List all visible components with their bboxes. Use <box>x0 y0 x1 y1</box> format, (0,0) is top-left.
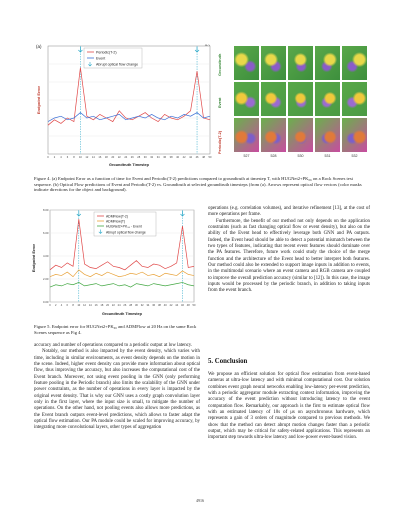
x-tick-label: 50 <box>208 156 212 159</box>
x-tick-label: 8 <box>72 304 74 307</box>
figure-4 <box>34 40 368 170</box>
x-tick-label: 50 <box>192 304 196 307</box>
x-tick-label: 6 <box>66 304 69 307</box>
right-paragraph-2: Furthermore, the benefit of our method not only depends on the application constraints (such as fast changing optical flow or event density), but also on the ability of the Event head to effectively leverage both GNN and PA outputs. Indeed, the Event head should be able to detect a potential mismatch between the two types of features, indicating that recent event features should dominate over the PA features. Therefore, future work could study the choice of the merge function and the architecture of the Event head to better interpret both features. Our method could also be extended to support image inputs in addition to events, in the multimodal scenario where an event camera and RGB camera are coupled to improve the overall prediction accuracy (similar to [12]). In this case, the image inputs would be processed by the periodic branch, in addition to taking inputs from the event branch. <box>208 218 370 294</box>
legend-abrupt: Abrupt optical flow change <box>96 62 139 67</box>
figure-5-xlabel: Groundtruth Timestep <box>101 312 143 316</box>
x-tick-label: 48 <box>186 304 190 307</box>
x-tick-label: 28 <box>137 156 141 159</box>
flow-image <box>342 118 367 152</box>
x-tick-label: 30 <box>134 304 138 307</box>
row-label-periodic: Periodic(T-2) <box>218 131 222 154</box>
x-tick-label: 16 <box>98 156 102 159</box>
flow-image <box>315 118 340 152</box>
x-tick-label: 34 <box>156 156 160 159</box>
x-tick-label: 32 <box>140 304 144 307</box>
x-tick-label: 46 <box>181 304 184 307</box>
figure-4b-grid <box>218 46 366 166</box>
figure-5-caption: Figure 5. Endpoint error for HUGNet2+PK₀₆ and ADMFlow at 20 Hz on the same Rock Scenes sequence as Fig 4. <box>34 324 197 335</box>
x-tick-label: 6 <box>66 156 69 159</box>
x-tick-label: 44 <box>175 304 179 307</box>
row-label-groundtruth: Groundtruth <box>218 53 222 76</box>
figure-5-chart <box>30 206 198 318</box>
x-tick-label: 0 <box>47 156 49 159</box>
flow-image <box>315 82 340 116</box>
flow-image <box>234 118 259 152</box>
x-tick-label: 26 <box>130 156 134 159</box>
flow-image <box>234 82 259 116</box>
y-tick-label: 6.00 <box>43 231 49 235</box>
x-tick-label: 12 <box>85 156 89 159</box>
x-tick-label: 10 <box>78 156 82 159</box>
figure-5-legend <box>94 212 156 236</box>
flow-column-label: 530 <box>297 154 304 158</box>
right-paragraph-1: operations (e.g. correlation volumes), and iterative refinement [13], at the cost of more operations per frame. <box>208 206 370 218</box>
x-tick-label: 20 <box>111 156 115 159</box>
x-tick-label: 0 <box>49 304 51 307</box>
legend5-abrupt: Abrupt optical flow change <box>106 230 146 235</box>
x-tick-label: 4 <box>60 304 63 307</box>
x-tick-label: 10 <box>77 304 81 307</box>
legend-event: Event <box>96 56 106 61</box>
flow-image <box>234 46 259 80</box>
flow-column-label: 528 <box>270 154 277 158</box>
x-tick-label: 42 <box>169 304 173 307</box>
x-tick-label: 18 <box>100 304 104 307</box>
legend5-adm-t: ADMFlow(T) <box>106 219 126 224</box>
x-tick-label: 4 <box>60 156 62 159</box>
x-tick-label: 42 <box>182 156 186 159</box>
x-tick-label: 34 <box>146 304 150 307</box>
x-tick-label: 2 <box>53 156 56 159</box>
x-tick-label: 46 <box>195 156 199 159</box>
flow-image <box>342 46 367 80</box>
x-tick-label: 18 <box>104 156 108 159</box>
x-tick-label: 48 <box>202 156 205 159</box>
y-tick-label: 2.00 <box>43 277 49 281</box>
legend-periodic: Periodic(T-2) <box>96 50 117 55</box>
page-number: 4916 <box>196 498 204 503</box>
x-tick-label: 30 <box>143 156 147 159</box>
y-tick-label: 0.00 <box>43 300 49 304</box>
x-tick-label: 2 <box>55 304 57 307</box>
flow-image <box>342 82 367 116</box>
x-tick-label: 22 <box>111 304 115 307</box>
x-tick-label: 24 <box>124 156 128 159</box>
x-tick-label: 44 <box>189 156 193 159</box>
legend5-adm-t2: ADMFlow(T-2) <box>106 214 128 219</box>
flow-image <box>261 46 286 80</box>
x-tick-label: 20 <box>106 304 110 307</box>
figure-4a-label: (a) <box>36 44 42 49</box>
x-tick-label: 32 <box>150 156 154 159</box>
figure-5-ylabel: Endpoint Error <box>31 243 36 273</box>
left-paragraph-2: Notably, our method is also impacted by the event density, which varies with time, including in similar environments, as event density depends on the motion in the scene. Indeed, higher event density can provide more information about optical flow, thus improving the accuracy, but also increases the computational cost of the Event branch. Moreover, not using event pooling in the GNN (only performing feature pooling in the Periodic branch) also limits the scalability of the GNN under power constraints, as the number of operations in every layer is impacted by the original event density. That is why our GNN uses a costly graph convolution layer only in the first layer, where the input size is small, to mitigate the number of operations. On the other hand, not pooling events also allows more predictions, as the Event branch outputs event-level predictions, which allows to faster adapt the optical flow estimation. Our PA module could be scaled for improving accuracy, by integrating more convolutional layers, other types of aggregation <box>34 349 200 431</box>
figure-4a-chart <box>34 40 216 168</box>
flow-image <box>261 82 286 116</box>
conclusion-heading: 5. Conclusion <box>208 358 248 365</box>
flow-image <box>288 82 313 116</box>
x-tick-label: 26 <box>123 304 127 307</box>
x-tick-label: 14 <box>88 304 92 307</box>
x-tick-label: 38 <box>157 304 161 307</box>
figure-4a-legend <box>84 48 142 68</box>
x-tick-label: 38 <box>169 156 173 159</box>
x-tick-label: 12 <box>83 304 87 307</box>
x-tick-label: 36 <box>152 304 156 307</box>
x-tick-label: 40 <box>163 304 167 307</box>
x-tick-label: 8 <box>73 156 75 159</box>
y-tick-label: 4.00 <box>43 254 49 258</box>
x-tick-label: 36 <box>163 156 167 159</box>
row-label-event: Event <box>218 97 222 108</box>
flow-column-label: 527 <box>243 154 250 158</box>
x-tick-label: 14 <box>91 156 95 159</box>
legend5-event: HUGNet2+PK₀₆ - Event <box>106 224 142 229</box>
flow-image <box>288 118 313 152</box>
figure-4-caption: Figure 4. (a) Endpoint Error as a function of time for Event and Periodic(T-2) predictions compared to groundtruth at timestep T, with HUGNet2+PK₀₆ on a Rock Scenes test sequence. (b) Optical Flow predictions of Event and Periodic(T-2) vs. Groundtruth at selected groundtruth timesteps (from (a). Arrows represent optical flow vectors (color masks indicate directions for the object and background). <box>34 176 362 193</box>
x-tick-label: 24 <box>117 304 121 307</box>
flow-image <box>315 46 340 80</box>
flow-image <box>288 46 313 80</box>
x-tick-label: 40 <box>176 156 180 159</box>
x-tick-label: 16 <box>94 304 98 307</box>
y-tick-label: 8.00 <box>43 208 49 212</box>
left-column-text <box>34 343 200 432</box>
flow-column-label: 532 <box>351 154 358 158</box>
conclusion-text: We propose an efficient solution for optical flow estimation from event-based cameras at ultra-low latency and with minimal computational cost. Our solution combines event graph neural networks enabling low-latency per-event prediction, with a periodic aggregator module extracting context information, improving the accuracy of the event prediction without introducing latency to the event computation flow. Remarkably, our approach is the first to estimate optical flow with an estimated latency of 10s of μs on asynchronous hardware, which represents a gain of 3 orders of magnitude compared to previous methods. We show that the method can detect abrupt motion changes faster than a periodic output, which may be critical for safety-related applications. This represents an important step towards ultra-low latency and low-power event-based vision. <box>208 372 370 441</box>
flow-image <box>261 118 286 152</box>
left-paragraph-1: accuracy and number of operations compared to a periodic output at low latency. <box>34 343 193 348</box>
figure-4a-ylabel: Endpoint Error <box>36 85 41 115</box>
flow-column-label: 531 <box>324 154 331 158</box>
right-column-text <box>208 206 370 295</box>
x-tick-label: 22 <box>117 156 121 159</box>
x-tick-label: 28 <box>129 304 133 307</box>
figure-4a-xlabel: Groundtruth Timestep <box>108 163 150 167</box>
